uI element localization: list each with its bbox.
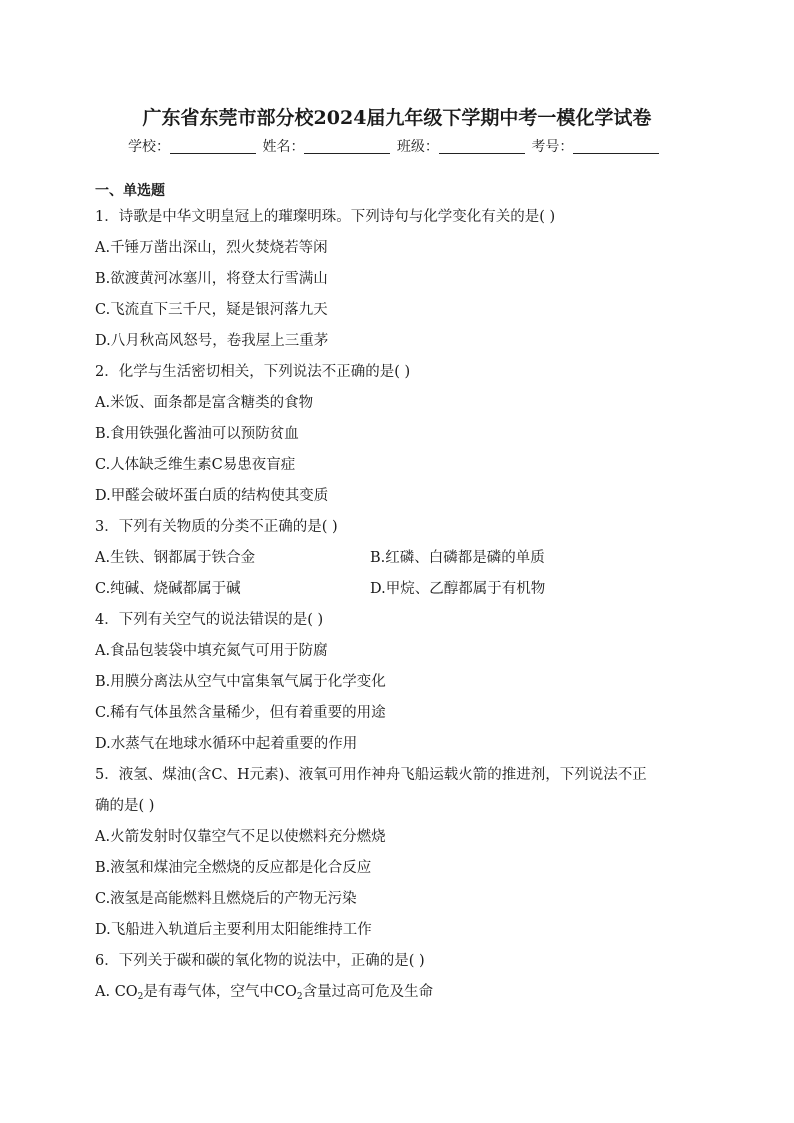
question-3-option-b: B.红磷、白磷都是磷的单质 bbox=[370, 550, 545, 566]
question-6-option-a bbox=[95, 977, 715, 1008]
question-5-stem-line-1: 5．液氢、煤油(含C、H元素)、液氧可用作神舟飞船运载火箭的推进剂，下列说法不正 bbox=[95, 767, 647, 783]
exam-title: 广东省东莞市部分校2024届九年级下学期中考一模化学试卷 bbox=[142, 107, 652, 129]
question-5-option-d: D.飞船进入轨道后主要利用太阳能维持工作 bbox=[95, 922, 372, 938]
question-2-option-b: B.食用铁强化酱油可以预防贫血 bbox=[95, 426, 299, 442]
subscript-2: 2 bbox=[296, 992, 303, 1002]
question-5-option-c: C.液氢是高能燃料且燃烧后的产物无污染 bbox=[95, 891, 357, 907]
question-4-option-c: C.稀有气体虽然含量稀少，但有着重要的用途 bbox=[95, 705, 386, 721]
question-4-stem: 4．下列有关空气的说法错误的是( ) bbox=[95, 612, 324, 628]
question-1-stem: 1．诗歌是中华文明皇冠上的璀璨明珠。下列诗句与化学变化有关的是( ) bbox=[95, 209, 556, 225]
question-6-option-a-part-3: 含量过高可危及生命 bbox=[302, 984, 434, 1000]
name-blank bbox=[304, 139, 390, 154]
exam-content bbox=[95, 180, 715, 1008]
name-label: 姓名： bbox=[262, 139, 305, 155]
question-6-stem: 6．下列关于碳和碳的氧化物的说法中，正确的是( ) bbox=[95, 953, 425, 969]
question-6-option-a-part-2: 是有毒气体，空气中CO bbox=[143, 984, 297, 1000]
section-title: 一、单选题 bbox=[95, 183, 165, 199]
exam-number-blank bbox=[573, 139, 659, 154]
question-3-option-c: C.纯碱、烧碱都属于碱 bbox=[95, 581, 241, 597]
class-label: 班级： bbox=[396, 139, 439, 155]
question-4-option-a: A.食品包装袋中填充氮气可用于防腐 bbox=[95, 643, 328, 659]
question-1-option-a: A.千锤万凿出深山，烈火焚烧若等闲 bbox=[95, 240, 328, 256]
subscript-2: 2 bbox=[137, 992, 144, 1002]
question-2-option-a: A.米饭、面条都是富含糖类的食物 bbox=[95, 395, 314, 411]
question-2-stem: 2．化学与生活密切相关，下列说法不正确的是( ) bbox=[95, 364, 411, 380]
school-blank bbox=[170, 139, 256, 154]
question-1-option-b: B.欲渡黄河冰塞川，将登太行雪满山 bbox=[95, 271, 328, 287]
question-2-option-c: C.人体缺乏维生素C易患夜盲症 bbox=[95, 457, 296, 473]
question-5-option-b: B.液氢和煤油完全燃烧的反应都是化合反应 bbox=[95, 860, 372, 876]
question-4-option-b: B.用膜分离法从空气中富集氧气属于化学变化 bbox=[95, 674, 386, 690]
question-3-options-row-1 bbox=[95, 543, 715, 574]
question-1-option-c: C.飞流直下三千尺，疑是银河落九天 bbox=[95, 302, 328, 318]
question-3-option-a: A.生铁、钢都属于铁合金 bbox=[95, 550, 256, 566]
question-1-option-d: D.八月秋高风怒号，卷我屋上三重茅 bbox=[95, 333, 329, 349]
student-info-row bbox=[128, 136, 688, 156]
question-2-option-d: D.甲醛会破坏蛋白质的结构使其变质 bbox=[95, 488, 329, 504]
exam-number-label: 考号： bbox=[531, 139, 574, 155]
question-3-stem: 3．下列有关物质的分类不正确的是( ) bbox=[95, 519, 338, 535]
question-5-stem-line-2: 确的是( ) bbox=[95, 798, 155, 814]
school-label: 学校： bbox=[128, 139, 170, 155]
question-6-option-a-part-1: A. CO bbox=[95, 984, 138, 1000]
class-blank bbox=[439, 139, 525, 154]
question-4-option-d: D.水蒸气在地球水循环中起着重要的作用 bbox=[95, 736, 358, 752]
question-3-options-row-2 bbox=[95, 574, 715, 605]
question-3-option-d: D.甲烷、乙醇都属于有机物 bbox=[370, 581, 546, 597]
question-5-option-a: A.火箭发射时仅靠空气不足以使燃料充分燃烧 bbox=[95, 829, 386, 845]
